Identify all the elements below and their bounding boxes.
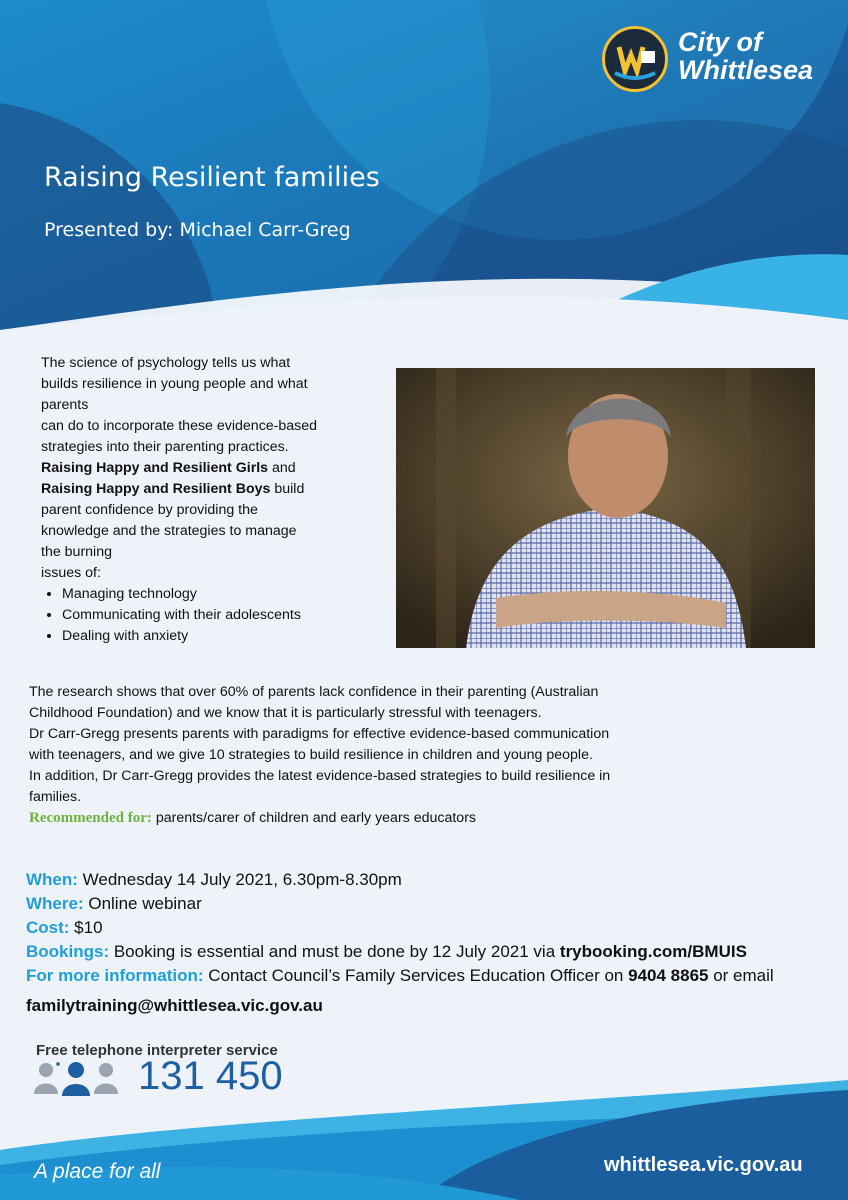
intro-line: The science of psychology tells us what [41,355,291,371]
intro-line: can do to incorporate these evidence-based [41,418,318,434]
booking-link[interactable]: trybooking.com/BMUIS [559,942,747,961]
bookings-label: Bookings: [26,942,110,961]
presenter-photo [396,368,815,648]
cost-label: Cost: [26,918,70,937]
bookings-row [26,940,836,964]
intro-line: parents [41,397,89,413]
description-line: The research shows that over 60% of parents lack confidence in their parenting (Australian [29,684,599,700]
interpreter-phone-number[interactable]: 131 450 [138,1054,283,1098]
recommended-value: parents/carer of children and early years educators [151,810,477,826]
when-row [26,868,836,892]
intro-and: and [268,460,296,476]
recommended-line [29,808,709,829]
description-line: Childhood Foundation) and we know that it is particularly stressful with teenagers. [29,705,542,721]
website-link[interactable]: whittlesea.vic.gov.au [604,1154,803,1176]
where-row [26,892,836,916]
intro-line: parent confidence by providing the [41,502,258,518]
info-tail: or email [708,966,774,985]
intro-line: builds resilience in young people and what [41,376,308,392]
list-item: • Managing technology [62,584,361,605]
logo-line-2: Whittlesea [678,55,814,85]
when-value: Wednesday 14 July 2021, 6.30pm-8.30pm [77,870,402,889]
description-line: In addition, Dr Carr-Gregg provides the latest evidence-based strategies to build resilience in [29,768,611,784]
intro-line: the burning [41,544,112,560]
where-label: Where: [26,894,84,913]
contact-email-link[interactable]: familytraining@whittlesea.vic.gov.au [26,996,323,1015]
cost-value: $10 [69,918,103,937]
info-value: Contact Council’s Family Services Education Officer on [203,966,629,985]
list-item: • Dealing with anxiety [62,626,361,647]
city-of-whittlesea-logo[interactable] [602,26,817,96]
tagline: A place for all [34,1160,161,1183]
info-phone[interactable]: 9404 8865 [628,966,709,985]
intro-build: build [270,481,305,497]
list-item: • Communicating with their adolescents [62,605,361,626]
intro-line: strategies into their parenting practices. [41,439,289,455]
intro-line: knowledge and the strategies to manage [41,523,297,539]
logo-line-1: City of [678,27,762,57]
event-details [26,868,836,988]
description-line: with teenagers, and we give 10 strategies to build resilience in children and young people. [29,747,593,763]
page-title: Raising Resilient families [44,162,380,193]
interpreter-service-title: Free telephone interpreter service [36,1042,278,1059]
info-row [26,964,836,988]
intro-text [41,353,361,647]
intro-program-line-1 [41,458,361,479]
intro-program-line-2 [41,479,361,500]
issues-list [41,584,361,647]
when-label: When: [26,870,78,889]
where-value: Online webinar [83,894,202,913]
cost-row [26,916,836,940]
description-line: Dr Carr-Gregg presents parents with paradigms for effective evidence-based communication [29,726,610,742]
logo-badge-icon [602,26,668,92]
program-girls: Raising Happy and Resilient Girls [41,460,269,476]
description-text [29,682,709,829]
intro-line: issues of: [41,565,101,581]
recommended-label: Recommended for: [29,810,152,826]
program-boys: Raising Happy and Resilient Boys [41,481,271,497]
bookings-value: Booking is essential and must be done by 12 July 2021 via [109,942,560,961]
presenter-line: Presented by: Michael Carr-Greg [44,219,351,241]
info-label: For more information: [26,966,204,985]
description-line: families. [29,789,82,805]
logo-text [678,28,813,84]
